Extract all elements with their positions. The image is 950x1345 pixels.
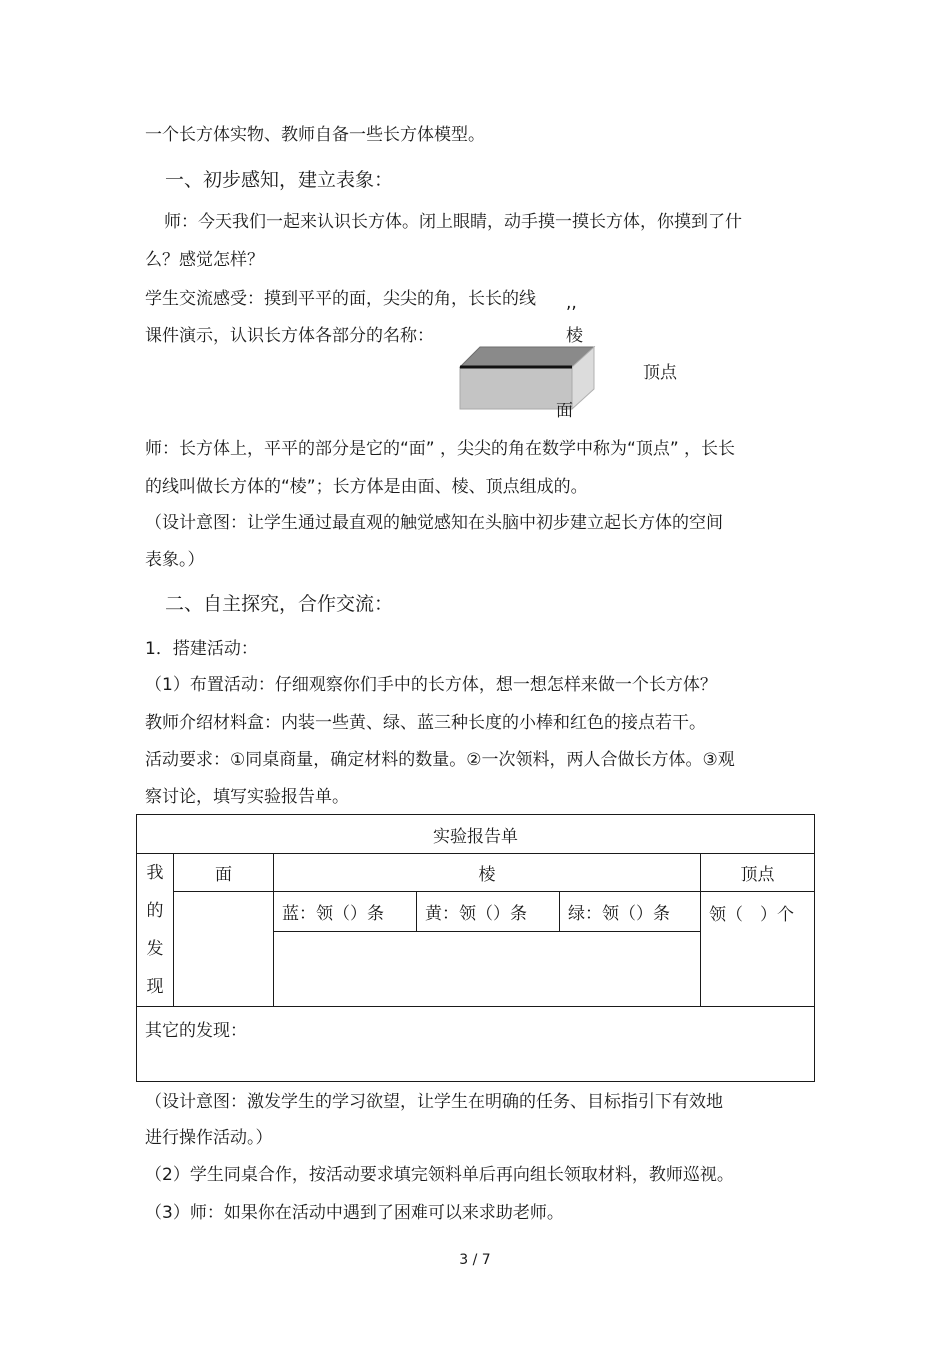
text-line: 一个长方体实物、教师自备一些长方体模型。 [145, 125, 485, 145]
cuboid-figure [456, 345, 596, 413]
edge-label: 棱 [566, 326, 583, 346]
text-line: 进行操作活动。） [145, 1128, 273, 1148]
text-line: （1）布置活动：仔细观察你们手中的长方体，想一想怎样来做一个长方体？ [145, 675, 717, 695]
edge-header: 棱 [274, 854, 701, 892]
section-heading-2: 二、自主探究，合作交流： [165, 593, 394, 615]
text-line: （3）师：如果你在活动中遇到了困难可以来求助老师。 [145, 1203, 564, 1223]
text-line: 么？感觉怎样？ [145, 250, 264, 270]
text-line: 察讨论，填写实验报告单。 [145, 787, 349, 807]
report-title: 实验报告单 [137, 815, 815, 854]
page-number: 3 / 7 [459, 1252, 491, 1268]
text-line: （设计意图：让学生通过最直观的触觉感知在头脑中初步建立起长方体的空间 [145, 513, 723, 533]
cuboid-top-face [460, 347, 594, 367]
text-line: （2）学生同桌合作，按活动要求填完领料单后再向组长领取材料，教师巡视。 [145, 1165, 734, 1185]
text-line: 活动要求：①同桌商量，确定材料的数量。②一次领料，两人合做长方体。③观 [145, 750, 735, 770]
text-line: （设计意图：激发学生的学习欲望，让学生在明确的任务、目标指引下有效地 [145, 1092, 723, 1112]
text-line: 表象。） [145, 550, 205, 570]
edge-notes-cell[interactable] [274, 932, 701, 1007]
vertex-header: 顶点 [701, 854, 815, 892]
face-header: 面 [174, 854, 274, 892]
text-line: 1．搭建活动： [145, 639, 258, 659]
vertex-count-cell[interactable]: 领（ ）个 [701, 892, 815, 1007]
vertex-label: 顶点 [643, 363, 677, 383]
text-line: 师：长方体上，平平的部分是它的“面” ，尖尖的角在数学中称为“顶点” ，长长 [145, 439, 736, 459]
text-line: 的线叫做长方体的“棱”；长方体是由面、棱、顶点组成的。 [145, 477, 588, 497]
text-line: 师：今天我们一起来认识长方体。闭上眼睛，动手摸一摸长方体，你摸到了什 [164, 212, 742, 232]
blue-edge-cell[interactable]: 蓝：领（）条 [274, 892, 417, 932]
experiment-report-table [136, 814, 815, 1082]
yellow-edge-cell[interactable]: 黄：领（）条 [417, 892, 560, 932]
my-findings-label: 我 的 发 现 [137, 854, 174, 1007]
text-line: 学生交流感受：摸到平平的面，尖尖的角，长长的线 [145, 289, 536, 309]
text-ellipsis: ,, [566, 293, 577, 313]
text-line: 课件演示，认识长方体各部分的名称： [145, 326, 434, 346]
other-findings-cell[interactable]: 其它的发现： [137, 1007, 815, 1082]
text-line: 教师介绍材料盒：内装一些黄、绿、蓝三种长度的小棒和红色的接点若干。 [145, 713, 706, 733]
section-heading-1: 一、初步感知，建立表象： [165, 169, 394, 191]
face-input-cell[interactable] [174, 892, 274, 1007]
face-label: 面 [556, 401, 573, 421]
green-edge-cell[interactable]: 绿：领（）条 [560, 892, 701, 932]
